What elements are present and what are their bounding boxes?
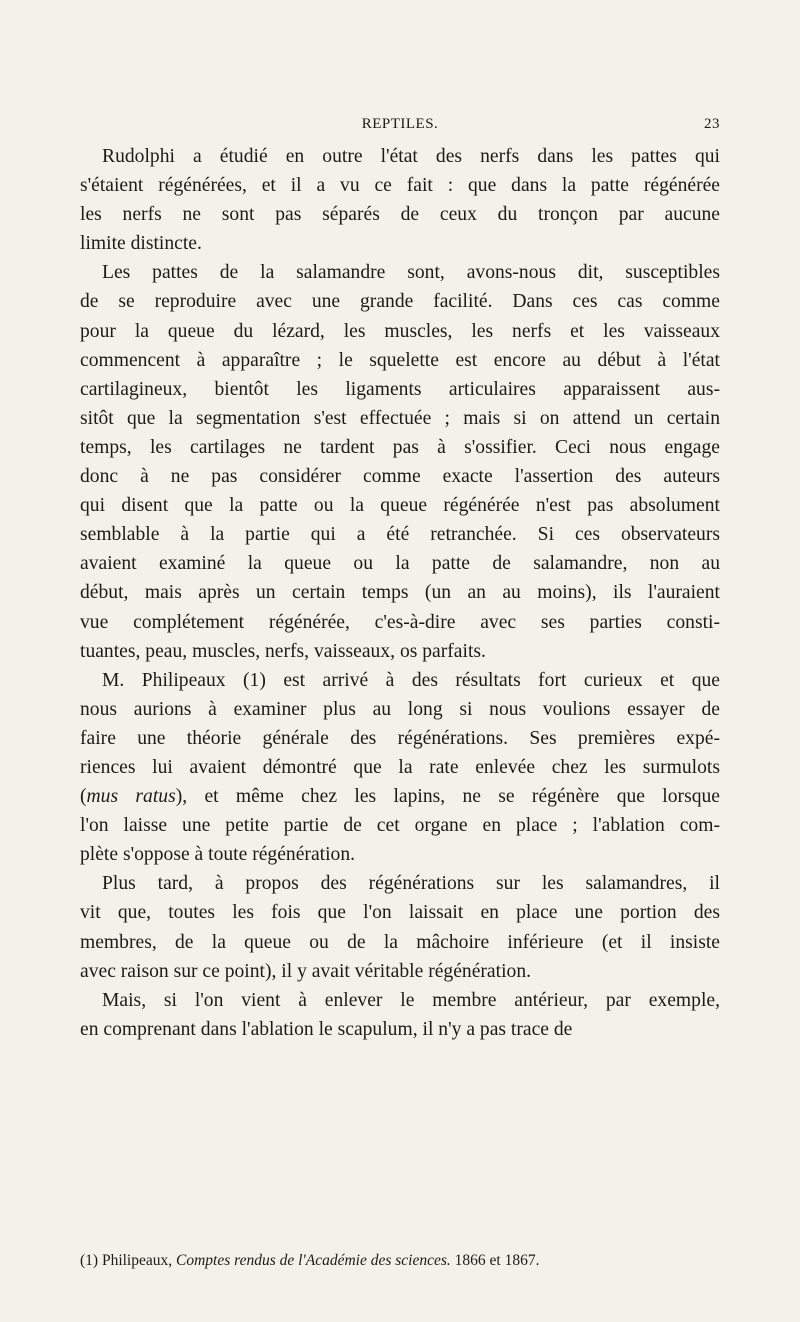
paragraph xyxy=(80,258,720,665)
text-line: limite distincte. xyxy=(80,233,202,255)
text-line: avaient examiné la queue ou la patte de salamandre, non au xyxy=(80,553,720,575)
text-line: (mus ratus), et même chez les lapins, ne se régénère que lorsque xyxy=(80,786,720,808)
text-line: de se reproduire avec une grande facilité. Dans ces cas comme xyxy=(80,291,720,313)
text-line: riences lui avaient démontré que la rate enlevée chez les surmulots xyxy=(80,756,720,778)
text-line: s'étaient régénérées, et il a vu ce fait : que dans la patte régénérée xyxy=(80,175,720,197)
text-line: vit que, toutes les fois que l'on laissait en place une portion des xyxy=(80,902,720,924)
paragraph xyxy=(80,869,720,985)
text-line: Les pattes de la salamandre sont, avons-nous dit, susceptibles xyxy=(102,262,720,284)
text-line: vue complétement régénérée, c'es-à-dire avec ses parties consti- xyxy=(80,611,720,633)
text-line: début, mais après un certain temps (un an au moins), ils l'auraient xyxy=(80,582,720,604)
text-line: sitôt que la segmentation s'est effectuée ; mais si on attend un certain xyxy=(80,407,720,429)
text-line: tuantes, peau, muscles, nerfs, vaisseaux, os parfaits. xyxy=(80,640,486,662)
page-number: 23 xyxy=(704,116,720,132)
text-line: pour la queue du lézard, les muscles, les nerfs et les vaisseaux xyxy=(80,320,720,342)
text-line: membres, de la queue ou de la mâchoire inférieure (et il insiste xyxy=(80,931,720,953)
text-line: temps, les cartilages ne tardent pas à s'ossifier. Ceci nous engage xyxy=(80,436,720,458)
text-line: commencent à apparaître ; le squelette est encore au début à l'état xyxy=(80,349,720,371)
text-line: l'on laisse une petite partie de cet organe en place ; l'ablation com- xyxy=(80,815,720,837)
text-line: faire une théorie générale des régénérations. Ses premières expé- xyxy=(80,727,720,749)
footnote-marker: (1) Philipeaux, xyxy=(80,1252,173,1269)
text-line: nous aurions à examiner plus au long si nous voulions essayer de xyxy=(80,698,720,720)
text-line: Mais, si l'on vient à enlever le membre antérieur, par exemple, xyxy=(102,989,720,1011)
paragraph xyxy=(80,986,720,1044)
body-text xyxy=(80,142,720,1044)
text-line: les nerfs ne sont pas séparés de ceux du tronçon par aucune xyxy=(80,204,720,226)
text-line: semblable à la partie qui a été retranchée. Si ces observateurs xyxy=(80,524,720,546)
footnote xyxy=(80,1251,720,1271)
text-line: Plus tard, à propos des régénérations sur les salamandres, il xyxy=(102,873,720,895)
text-line: plète s'oppose à toute régénération. xyxy=(80,844,356,866)
paragraph xyxy=(80,142,720,258)
text-line: Rudolphi a étudié en outre l'état des nerfs dans les pattes qui xyxy=(102,146,720,167)
footnote-source: Comptes rendus de l'Académie des sciences. xyxy=(176,1252,451,1269)
text-line: avec raison sur ce point), il y avait véritable régénération. xyxy=(80,960,532,982)
text-line: en comprenant dans l'ablation le scapulum, il n'y a pas trace de xyxy=(80,1018,573,1040)
text-line: donc à ne pas considérer comme exacte l'assertion des auteurs xyxy=(80,466,720,488)
running-title: REPTILES. xyxy=(361,116,439,132)
text-line: qui disent que la patte ou la queue régénérée n'est pas absolument xyxy=(80,495,720,517)
footnote-years: 1866 et 1867. xyxy=(454,1252,540,1269)
text-line: cartilagineux, bientôt les ligaments articulaires apparaissent aus- xyxy=(80,378,720,400)
running-head xyxy=(80,116,720,136)
paragraph xyxy=(80,666,720,870)
text-line: M. Philipeaux (1) est arrivé à des résultats fort curieux et que xyxy=(102,669,720,691)
